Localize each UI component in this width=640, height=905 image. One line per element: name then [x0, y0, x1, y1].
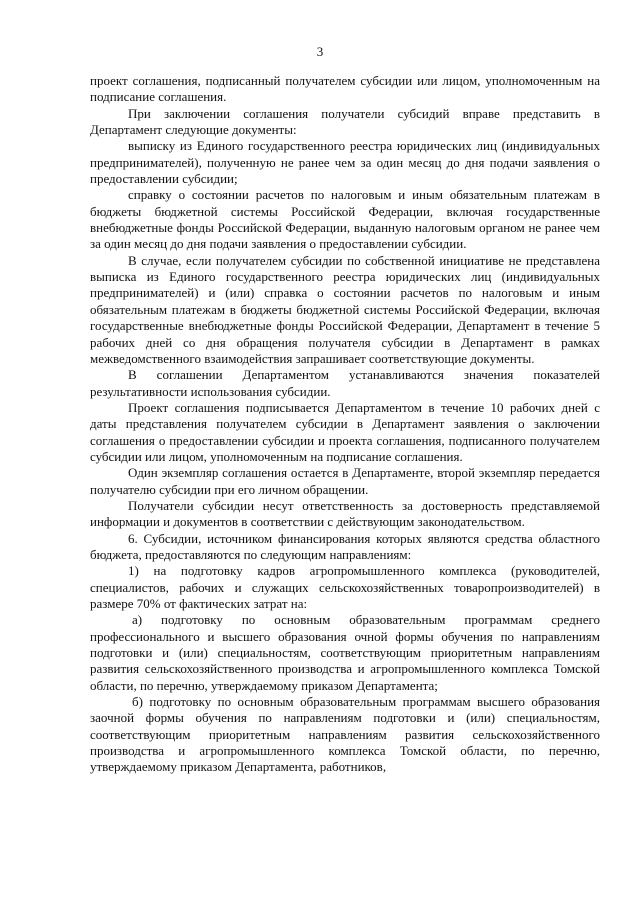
paragraph-performance-indicators: В соглашении Департаментом устанавливаются значения показателей результативности использования субсидии.: [90, 367, 600, 399]
paragraph-responsibility: Получатели субсидии несут ответственность за достоверность представляемой информации и документов в соответствии с действующим законодательством.: [90, 497, 600, 530]
paragraph-subitem-a: а) подготовку по основным образовательным программам среднего профессионального и высшего образования очной формы обучения по направлениям подготовки и (или) специальностям, соответствующим приоритетным направлениям развития сельскохозяйственного производства и агропромышленного комплекса Томской области, по перечню, утверждаемому приказом Департамента;: [90, 612, 600, 693]
document-body: [90, 73, 600, 776]
page-number: 3: [316, 44, 324, 59]
paragraph-subitem-b: б) подготовку по основным образовательным программам высшего образования заочной формы обучения по направлениям подготовки и (или) специальностям, соответствующим приоритетным направлениям развития сельскохозяйственного производства и агропромышленного комплекса Томской области, по перечню, утверждаемому приказом Департамента, работников,: [90, 694, 600, 775]
paragraph-draft-agreement: проект соглашения, подписанный получателем субсидии или лицом, уполномоченным на подписание соглашения.: [90, 73, 600, 105]
paragraph-item-1: 1) на подготовку кадров агропромышленного комплекса (руководителей, специалистов, рабочих и служащих сельскохозяйственных товаропроизводителей) в размере 70% от фактических затрат на:: [90, 563, 600, 611]
paragraph-interagency-request: В случае, если получателем субсидии по собственной инициативе не представлена выписка из Единого государственного реестра юридических лиц (индивидуальных предпринимателей) и (или) справка о состоянии расчетов по налоговым и иным обязательным платежам в бюджеты бюджетной системы Российской Федерации, включая государственные внебюджетные фонды Российской Федерации, Департамент в течение 5 рабочих дней со дня обращения получателя субсидии в Департамент в рамках межведомственного взаимодействия запрашивает соответствующие документы.: [90, 252, 600, 366]
paragraph-documents-intro: При заключении соглашения получатели субсидий вправе представить в Департамент следующие документы:: [90, 105, 600, 138]
paragraph-registry-extract: выписку из Единого государственного реестра юридических лиц (индивидуальных предпринимателей), полученную не ранее чем за один месяц до дня подачи заявления о предоставлении субсидии;: [90, 138, 600, 187]
paragraph-signing-deadline: Проект соглашения подписывается Департаментом в течение 10 рабочих дней с даты представления получателем субсидии в Департамент заявления о заключении соглашения о предоставлении субсидии и проекта соглашения, подписанного получателем субсидии или лицом, уполномоченным на подписание соглашения.: [90, 399, 600, 464]
paragraph-tax-certificate: справку о состоянии расчетов по налоговым и иным обязательным платежам в бюджеты бюджетной системы Российской Федерации, включая государственные внебюджетные фонды Российской Федерации, выданную налоговым органом не ранее чем за один месяц до дня подачи заявления о предоставлении субсидии.: [90, 187, 600, 252]
paragraph-section-6: 6. Субсидии, источником финансирования которых являются средства областного бюджета, предоставляются по следующим направлениям:: [90, 530, 600, 562]
paragraph-agreement-copies: Один экземпляр соглашения остается в Департаменте, второй экземпляр передается получателю субсидии при его личном обращении.: [90, 465, 600, 497]
